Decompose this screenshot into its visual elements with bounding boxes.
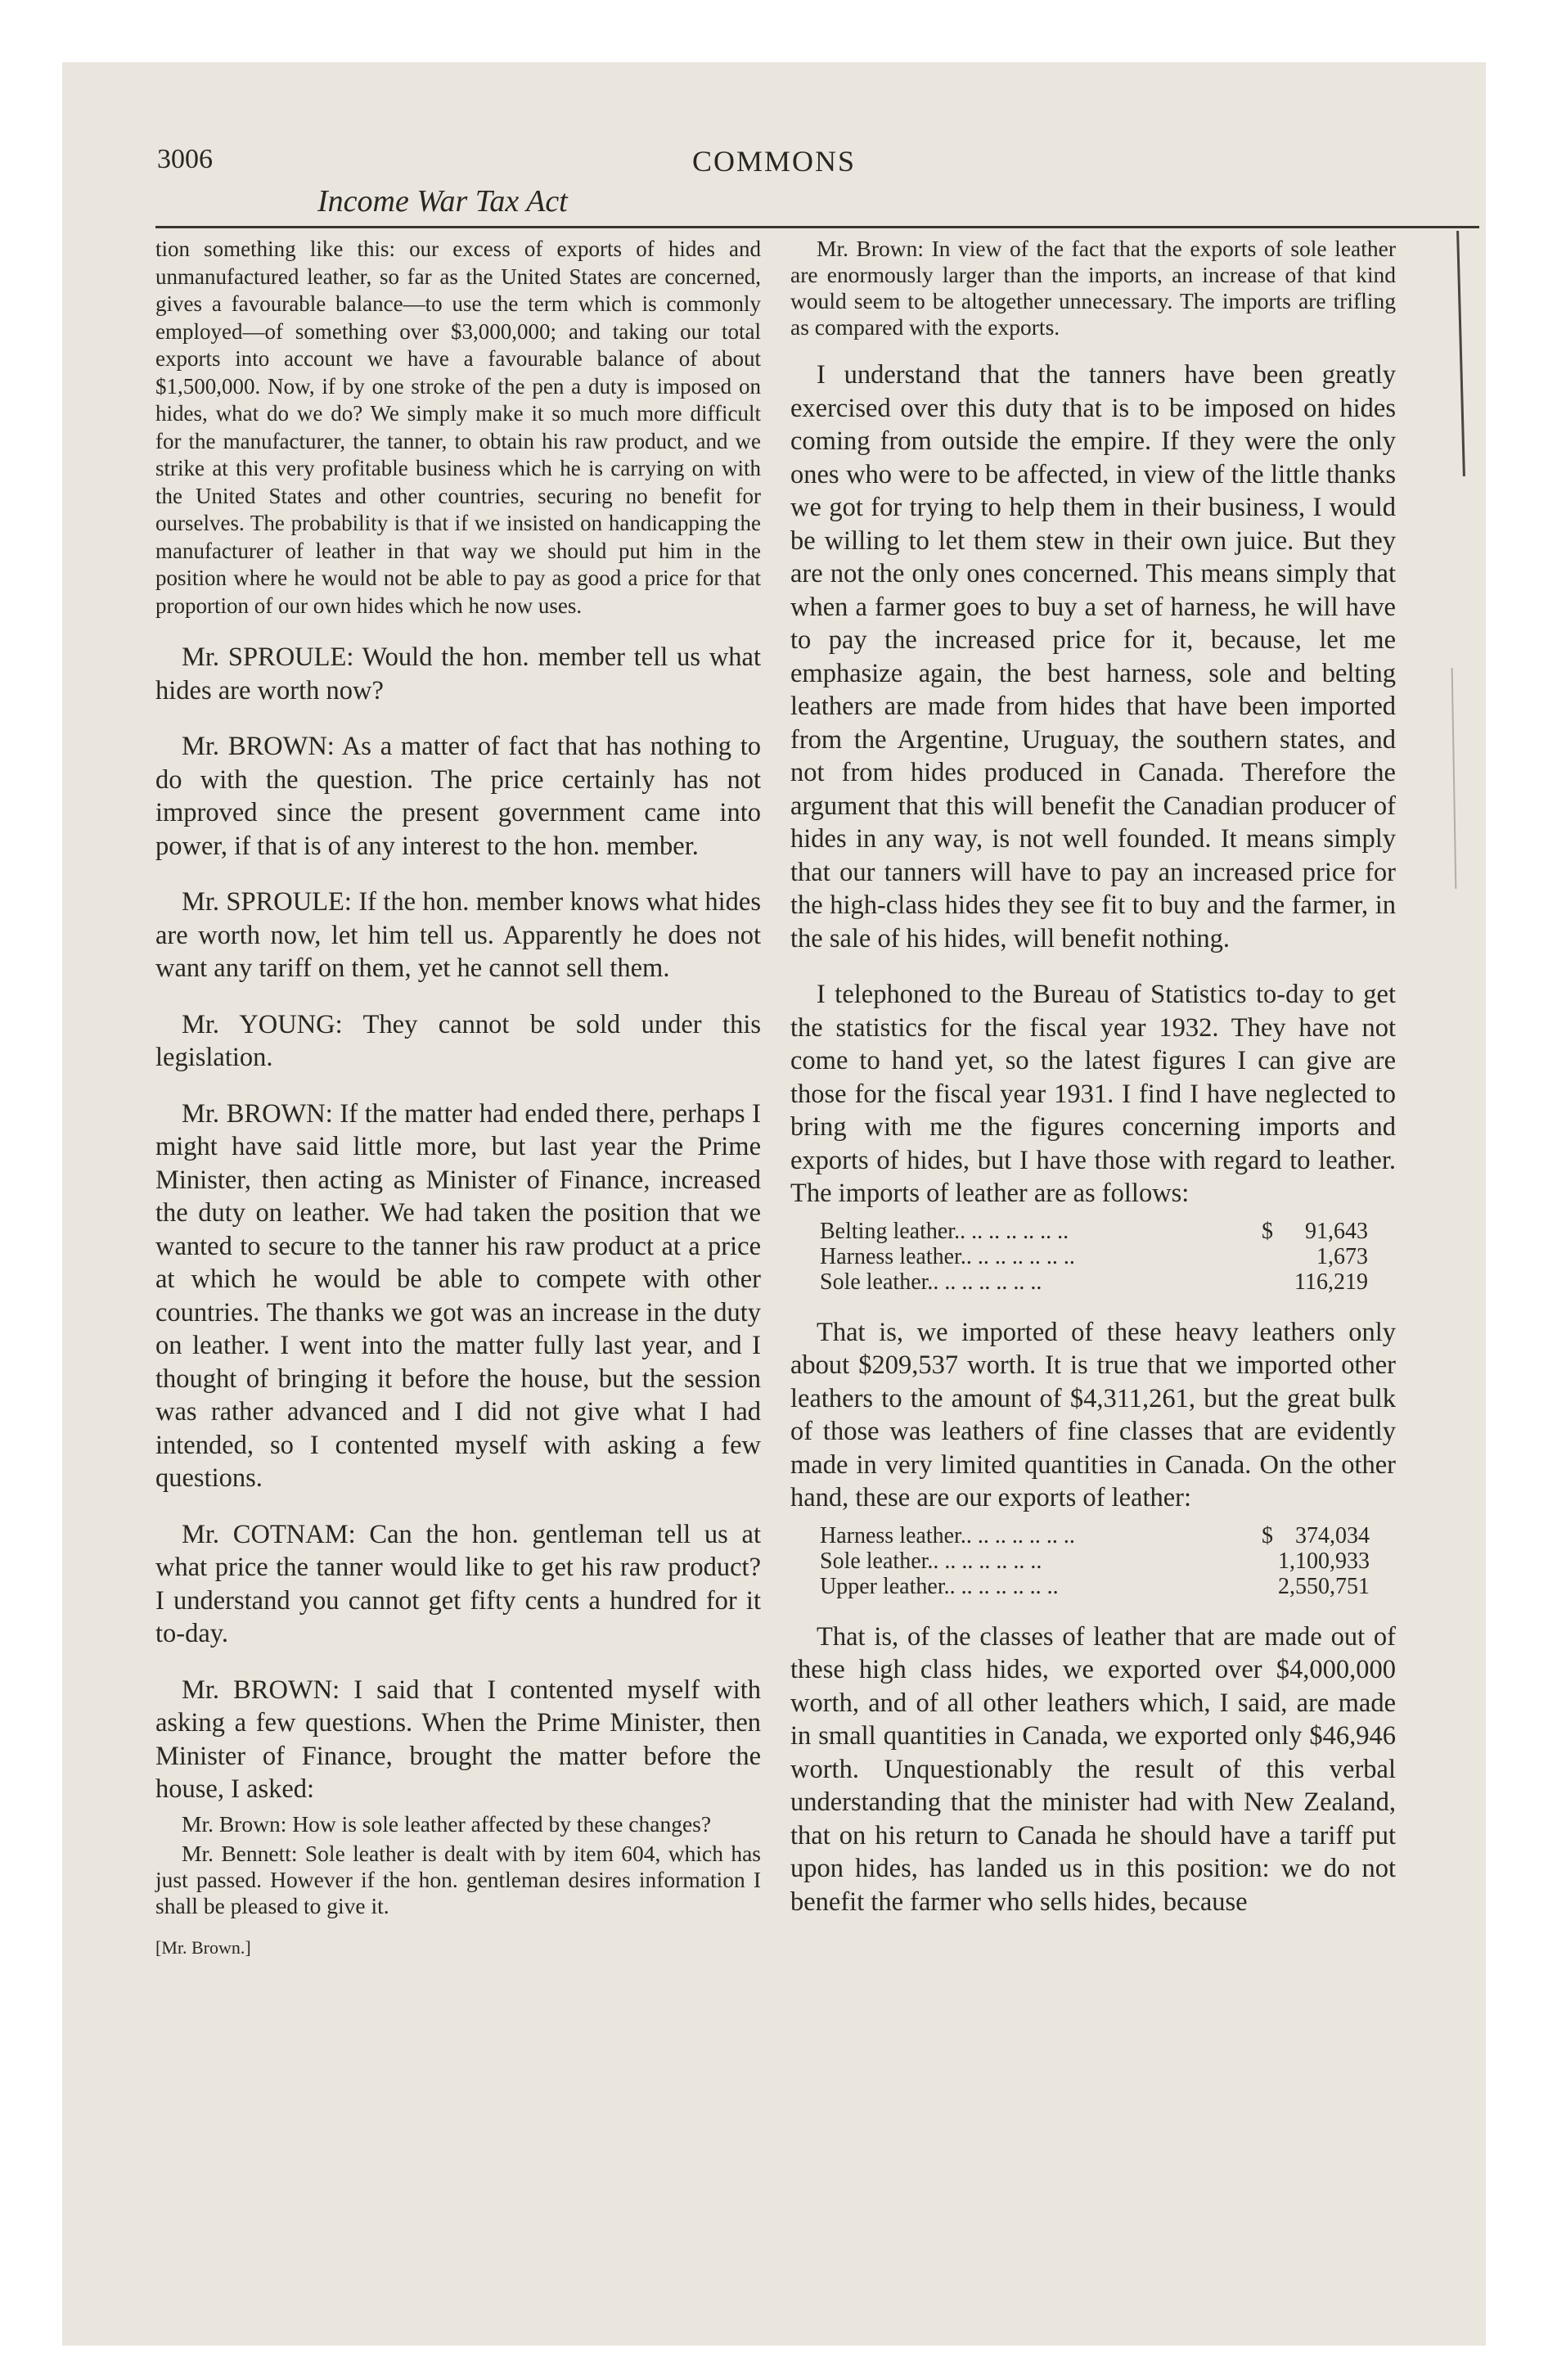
table-row: Sole leather.. .. .. .. .. .. .. 116,219 xyxy=(820,1269,1368,1295)
running-title: Income War Tax Act xyxy=(317,184,568,219)
exports-table xyxy=(820,1523,1370,1599)
header-rule xyxy=(155,226,1479,228)
table-row: Upper leather.. .. .. .. .. .. .. 2,550,751 xyxy=(820,1573,1370,1599)
quoted-exchange-brown-continued: Mr. Brown: In view of the fact that the exports of sole leather are enormously larger than the imports, an increase of that kind would seem to be altogether unnecessary. The imports are trifling as compared with the exports. xyxy=(790,236,1396,340)
speech-brown-2: Mr. BROWN: If the matter had ended there, perhaps I might have said little more, but last year the Prime Minister, then acting as Minister of Finance, increased the duty on leather. We had taken the position that we wanted to secure to the tanner his raw product at a price at which he would be able to compete with other countries. The thanks we got was an increase in the duty on leather. I went into the matter fully last year, and I thought of bringing it before the house, but the session was rather advanced and I did not give what I had intended, so I contented myself with asking a few questions. xyxy=(155,1098,761,1493)
margin-pencil-mark xyxy=(1451,668,1457,889)
right-column xyxy=(790,236,1396,1918)
imports-table xyxy=(820,1219,1368,1295)
left-column xyxy=(155,236,761,1959)
scanned-page xyxy=(62,62,1486,2346)
speech-brown-3: Mr. BROWN: I said that I contented myself with asking a few questions. When the Prime Minister, then Minister of Finance, brought the matter before the house, I asked: xyxy=(155,1675,761,1804)
quoted-exchange-brown: Mr. Brown: How is sole leather affected by these changes? xyxy=(182,1810,712,1837)
table-row: Harness leather.. .. .. .. .. .. .. $ 374,034 xyxy=(820,1522,1370,1548)
quoted-exchange-bennett: Mr. Bennett: Sole leather is dealt with by item 604, which has just passed. However if the hon. gentleman desires information I shall be pleased to give it. xyxy=(155,1840,761,1918)
speech-paragraph-1: I understand that the tanners have been greatly exercised over this duty that is to be imposed on hides coming from outside the empire. If they were the only ones who were to be affected, in view of the little thanks we got for trying to help them in their business, I would be willing to let them stew in their own juice. But they are not the only ones concerned. This means simply that when a farmer goes to buy a set of harness, he will have to pay the increased price for it, because, let me emphasize again, the best harness, sole and belting leathers are made from hides that have been imported from the Argentine, Uruguay, the southern states, and not from hides produced in Canada. Therefore the argument that this will benefit the Canadian producer of hides in any way, is not well founded. It means simply that our tanners will have to pay an increased price for the high-class hides they see fit to buy and the farmer, in the sale of his hides, will benefit nothing. xyxy=(790,360,1396,953)
speech-sproule-1: Mr. SPROULE: Would the hon. member tell us what hides are worth now? xyxy=(155,642,761,705)
table-row: Sole leather.. .. .. .. .. .. .. 1,100,933 xyxy=(820,1548,1370,1574)
speech-sproule-2: Mr. SPROULE: If the hon. member knows what hides are worth now, let him tell us. Apparently he does not want any tariff on them, yet he cannot sell them. xyxy=(155,887,761,983)
margin-pencil-mark xyxy=(1456,231,1465,476)
opening-paragraph: tion something like this: our excess of exports of hides and unmanufactured leather, so far as the United States are concerned, gives a favourable balance—to use the term which is commonly employed—of something over $3,000,000; and taking our total exports into account we have a favourable balance of about $1,500,000. Now, if by one stroke of the pen a duty is imposed on hides, what do we do? We simply make it so much more difficult for the manufacturer, the tanner, to obtain his raw product, and we strike at this very profitable business which he is carrying on with the United States and other countries, securing no benefit for ourselves. The probability is that if we insisted on handicapping the manufacturer of leather in that way we should put him in the position where he would not be able to pay as good a price for that proportion of our own hides which he now uses. xyxy=(155,237,761,618)
speech-paragraph-2: I telephoned to the Bureau of Statistics to-day to get the statistics for the fiscal year 1932. They have not come to hand yet, so the latest figures I can give are those for the fiscal year 1931. I find I have neglected to bring with me the figures concerning imports and exports of hides, but I have those with regard to leather. The imports of leather are as follows: xyxy=(790,980,1396,1208)
speech-paragraph-3: That is, we imported of these heavy leathers only about $209,537 worth. It is true that we imported other leathers to the amount of $4,311,261, but the great bulk of those was leathers of fine classes that are evidently made in very limited quantities in Canada. On the other hand, these are our exports of leather: xyxy=(790,1317,1396,1512)
page-number: 3006 xyxy=(157,144,213,174)
table-row: Belting leather.. .. .. .. .. .. .. $ 91,643 xyxy=(820,1218,1368,1244)
speech-young-1: Mr. YOUNG: They cannot be sold under this legislation. xyxy=(155,1009,761,1072)
speech-cotnam-1: Mr. COTNAM: Can the hon. gentleman tell us at what price the tanner would like to get his raw product? I understand you cannot get fifty cents a hundred for it to-day. xyxy=(155,1519,761,1648)
table-row: Harness leather.. .. .. .. .. .. .. 1,673 xyxy=(820,1243,1368,1269)
speech-paragraph-4: That is, of the classes of leather that are made out of these high class hides, we exported over $4,000,000 worth, and of all other leathers which, I said, are made in small quantities in Canada, we exported only $46,946 worth. Unquestionably the result of this verbal understanding that the minister had with New Zealand, that on his return to Canada he should have a tariff put upon hides, has landed us in this position: we do not benefit the farmer who sells hides, because xyxy=(790,1621,1396,1917)
speech-brown-1: Mr. BROWN: As a matter of fact that has nothing to do with the question. The price certainly has not improved since the present government came into power, if that is of any interest to the hon. member. xyxy=(155,732,761,861)
chamber-title: COMMONS xyxy=(691,145,857,178)
speaker-attribution: [Mr. Brown.] xyxy=(155,1936,251,1958)
